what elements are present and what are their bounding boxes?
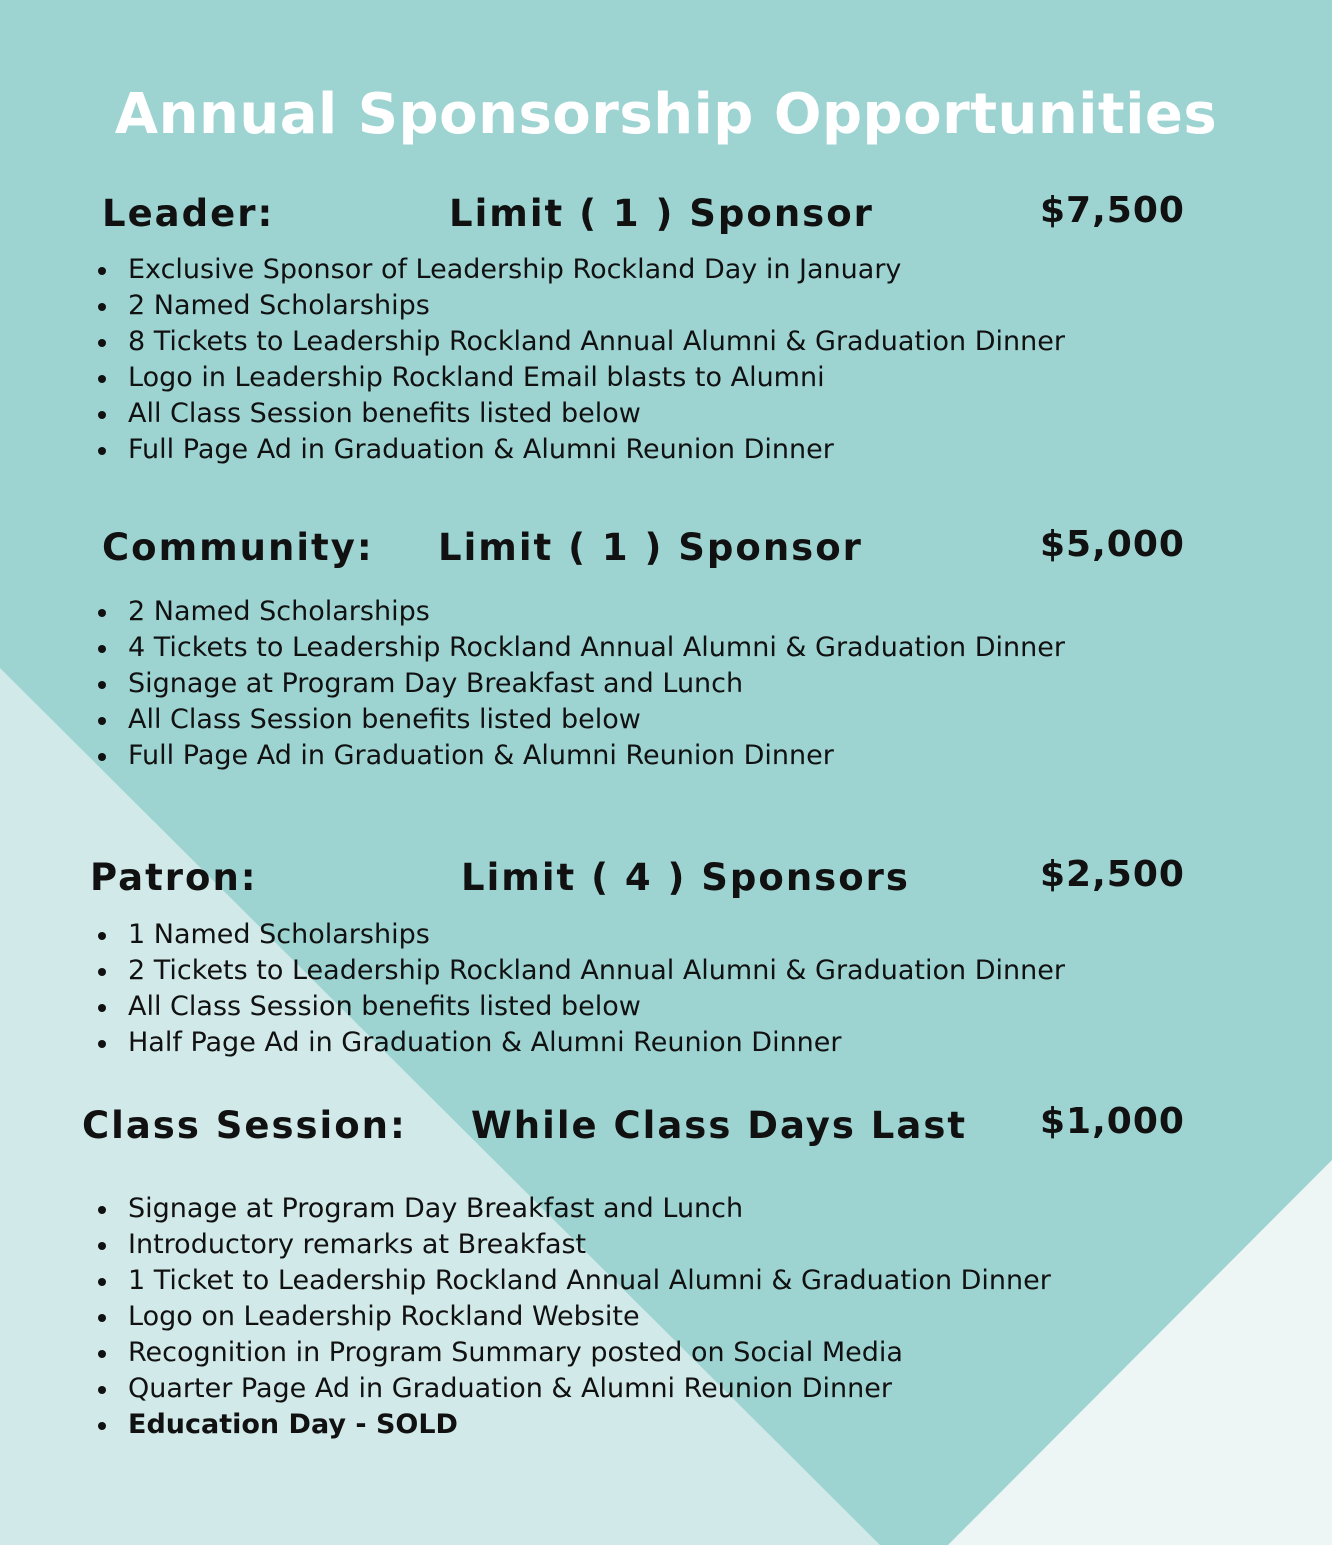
list-item: Full Page Ad in Graduation & Alumni Reunion Dinner (98, 432, 1065, 468)
tier-limit: Limit ( 1 ) Sponsor (438, 526, 863, 569)
tier-limit: Limit ( 4 ) Sponsors (461, 856, 910, 899)
sold-item: Education Day - SOLD (98, 1407, 1051, 1443)
list-item: All Class Session benefits listed below (98, 989, 1065, 1025)
tier-price: $5,000 (1040, 524, 1185, 565)
list-item: All Class Session benefits listed below (98, 396, 1065, 432)
list-item: Half Page Ad in Graduation & Alumni Reunion Dinner (98, 1025, 1065, 1061)
list-item: 1 Named Scholarships (98, 917, 1065, 953)
list-item: Quarter Page Ad in Graduation & Alumni Reunion Dinner (98, 1371, 1051, 1407)
list-item: Signage at Program Day Breakfast and Lunch (98, 666, 1065, 702)
list-item: Logo on Leadership Rockland Website (98, 1299, 1051, 1335)
list-item: 4 Tickets to Leadership Rockland Annual Alumni & Graduation Dinner (98, 630, 1065, 666)
list-item: 2 Tickets to Leadership Rockland Annual Alumni & Graduation Dinner (98, 953, 1065, 989)
tier-name: Patron: (90, 856, 258, 899)
benefits-list (98, 1191, 1051, 1443)
list-item: Recognition in Program Summary posted on Social Media (98, 1335, 1051, 1371)
page-title: Annual Sponsorship Opportunities (114, 82, 1218, 147)
list-item: 2 Named Scholarships (98, 288, 1065, 324)
list-item: Exclusive Sponsor of Leadership Rockland Day in January (98, 252, 1065, 288)
benefits-list (98, 252, 1065, 468)
tier-limit: Limit ( 1 ) Sponsor (449, 192, 874, 235)
list-item: 8 Tickets to Leadership Rockland Annual Alumni & Graduation Dinner (98, 324, 1065, 360)
benefits-list (98, 917, 1065, 1061)
benefits-list (98, 594, 1065, 774)
tier-name: Community: (102, 526, 374, 569)
list-item: 1 Ticket to Leadership Rockland Annual Alumni & Graduation Dinner (98, 1263, 1051, 1299)
list-item: Signage at Program Day Breakfast and Lunch (98, 1191, 1051, 1227)
list-item: Logo in Leadership Rockland Email blasts to Alumni (98, 360, 1065, 396)
tier-price: $2,500 (1040, 854, 1185, 895)
list-item: Introductory remarks at Breakfast (98, 1227, 1051, 1263)
list-item: All Class Session benefits listed below (98, 702, 1065, 738)
tier-limit: While Class Days Last (471, 1104, 968, 1147)
tier-price: $1,000 (1040, 1101, 1185, 1142)
list-item: Full Page Ad in Graduation & Alumni Reunion Dinner (98, 738, 1065, 774)
list-item: 2 Named Scholarships (98, 594, 1065, 630)
tier-name: Class Session: (82, 1104, 407, 1147)
tier-price: $7,500 (1040, 190, 1185, 231)
tier-name: Leader: (102, 192, 275, 235)
